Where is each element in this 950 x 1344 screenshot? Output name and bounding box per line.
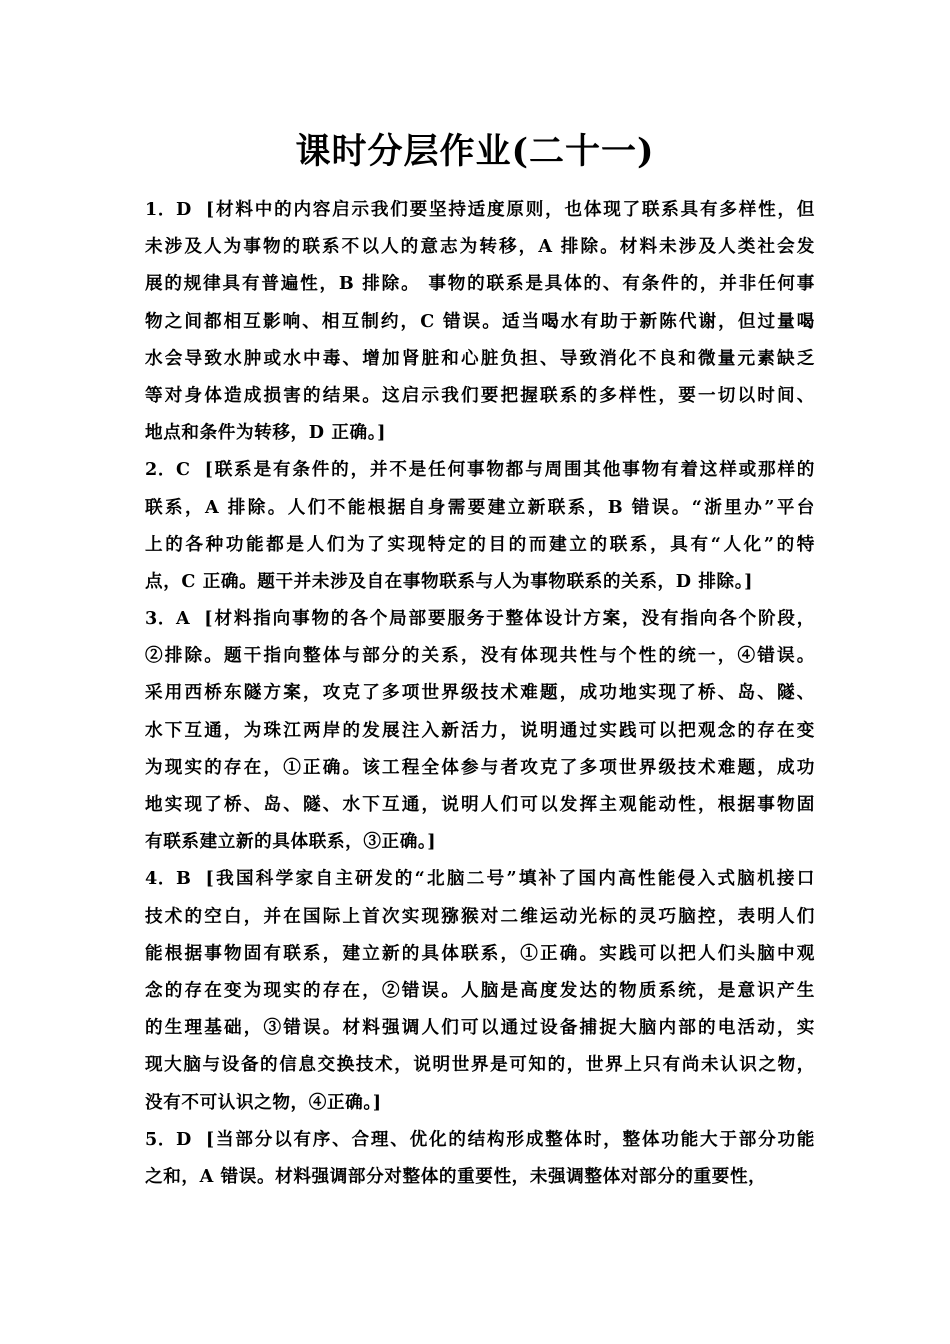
- answer-text: 水下互通，为珠江两岸的发展注入新活力，说明通过实践可以把观念的存在变: [145, 719, 815, 741]
- answer-text: 展的规律具有普遍性，B 排除。 事物的联系是具体的、有条件的，并非任何事: [145, 273, 815, 295]
- answer-text: 地实现了桥、岛、隧、水下互通，说明人们可以发挥主观能动性，根据事物固: [145, 794, 815, 815]
- answer-line: [145, 1121, 815, 1158]
- answer-number: 1．D: [145, 199, 192, 220]
- answer-item: [145, 600, 815, 860]
- answer-line: [145, 563, 815, 600]
- answer-line: [145, 786, 815, 823]
- answer-number: 5．D: [145, 1128, 192, 1150]
- answer-text: 的生理基础，③错误。材料强调人们可以通过设备捕捉大脑内部的电活动，实: [145, 1017, 815, 1039]
- answer-number: 3．A: [145, 608, 191, 630]
- answer-line: [145, 749, 815, 786]
- answer-text: 现大脑与设备的信息交换技术，说明世界是可知的，世界上只有尚未认识之物，: [145, 1054, 815, 1076]
- answer-text: 没有不可认识之物，④正确。]: [145, 1091, 382, 1113]
- answer-line: [145, 712, 815, 749]
- answer-text: 为现实的存在，①正确。该工程全体参与者攻克了多项世界级技术难题，成功: [145, 756, 815, 778]
- answer-text: [材料中的内容启示我们要坚持适度原则，也体现了联系具有多样性，但: [205, 199, 815, 220]
- answer-line: [145, 228, 815, 265]
- answer-line: [145, 898, 815, 935]
- answer-line: [145, 191, 815, 228]
- answer-line: [145, 637, 815, 674]
- answer-item: [145, 860, 815, 1120]
- answer-line: [145, 600, 815, 637]
- answer-text: 技术的空白，并在国际上首次实现猕猴对二维运动光标的灵巧脑控，表明人们: [145, 905, 815, 927]
- answer-text: 能根据事物固有联系，建立新的具体联系，①正确。实践可以把人们头脑中观: [145, 942, 815, 964]
- answer-number: 4．B: [145, 868, 192, 890]
- answer-text: 地点和条件为转移，D 正确。]: [145, 422, 387, 444]
- answer-line: [145, 972, 815, 1009]
- answer-line: [145, 340, 815, 377]
- answer-line: [145, 1046, 815, 1083]
- answer-text: [材料指向事物的各个局部要服务于整体设计方案，没有指向各个阶段，: [204, 608, 815, 630]
- answer-text: 上的各种功能都是人们为了实现特定的目的而建立的联系，具有“人化”的特: [145, 533, 815, 555]
- answer-text: 物之间都相互影响、相互制约，C 错误。适当喝水有助于新陈代谢，但过量喝: [145, 310, 815, 332]
- answer-number: 2．C: [145, 459, 191, 481]
- answer-text: ②排除。题干指向整体与部分的关系，没有体现共性与个性的统一，④错误。: [145, 645, 815, 667]
- answer-text: 点，C 正确。题干并未涉及自在事物联系与人为事物联系的关系，D 排除。]: [145, 570, 754, 592]
- answer-line: [145, 526, 815, 563]
- answer-text: [我国科学家自主研发的“北脑二号”填补了国内高性能侵入式脑机接口: [205, 868, 815, 890]
- answer-line: [145, 451, 815, 488]
- answer-item: [145, 191, 815, 451]
- answer-line: [145, 489, 815, 526]
- answer-text: [当部分以有序、合理、优化的结构形成整体时，整体功能大于部分功能: [205, 1128, 815, 1150]
- answer-line: [145, 823, 815, 860]
- answer-text: 等对身体造成损害的结果。这启示我们要把握联系的多样性，要一切以时间、: [145, 384, 815, 406]
- answer-line: [145, 1009, 815, 1046]
- answer-text: 采用西桥东隧方案，攻克了多项世界级技术难题，成功地实现了桥、岛、隧、: [145, 682, 815, 704]
- answer-line: [145, 1084, 815, 1121]
- answer-line: [145, 1158, 815, 1195]
- answer-item: [145, 1121, 815, 1195]
- answer-line: [145, 414, 815, 451]
- page-title: 课时分层作业(二十一): [295, 131, 655, 172]
- answer-text: 念的存在变为现实的存在，②错误。人脑是高度发达的物质系统，是意识产生: [145, 979, 815, 1001]
- answer-line: [145, 935, 815, 972]
- answer-text: 水会导致水肿或水中毒、增加肾脏和心脏负担、导致消化不良和微量元素缺乏: [145, 347, 815, 369]
- answer-line: [145, 303, 815, 340]
- answer-text: 联系，A 排除。人们不能根据自身需要建立新联系，B 错误。“浙里办”平台: [145, 496, 815, 518]
- answer-text: 之和，A 错误。材料强调部分对整体的重要性，未强调整体对部分的重要性，: [145, 1165, 767, 1187]
- answer-list: [145, 191, 815, 1195]
- answer-item: [145, 451, 815, 600]
- answer-text: [联系是有条件的，并不是任何事物都与周围其他事物有着这样或那样的: [204, 459, 815, 481]
- answer-line: [145, 674, 815, 711]
- answer-line: [145, 377, 815, 414]
- answer-text: 未涉及人为事物的联系不以人的意志为转移，A 排除。材料未涉及人类社会发: [145, 236, 815, 258]
- answer-line: [145, 265, 815, 302]
- answer-line: [145, 860, 815, 897]
- answer-text: 有联系建立新的具体联系，③正确。]: [145, 831, 437, 853]
